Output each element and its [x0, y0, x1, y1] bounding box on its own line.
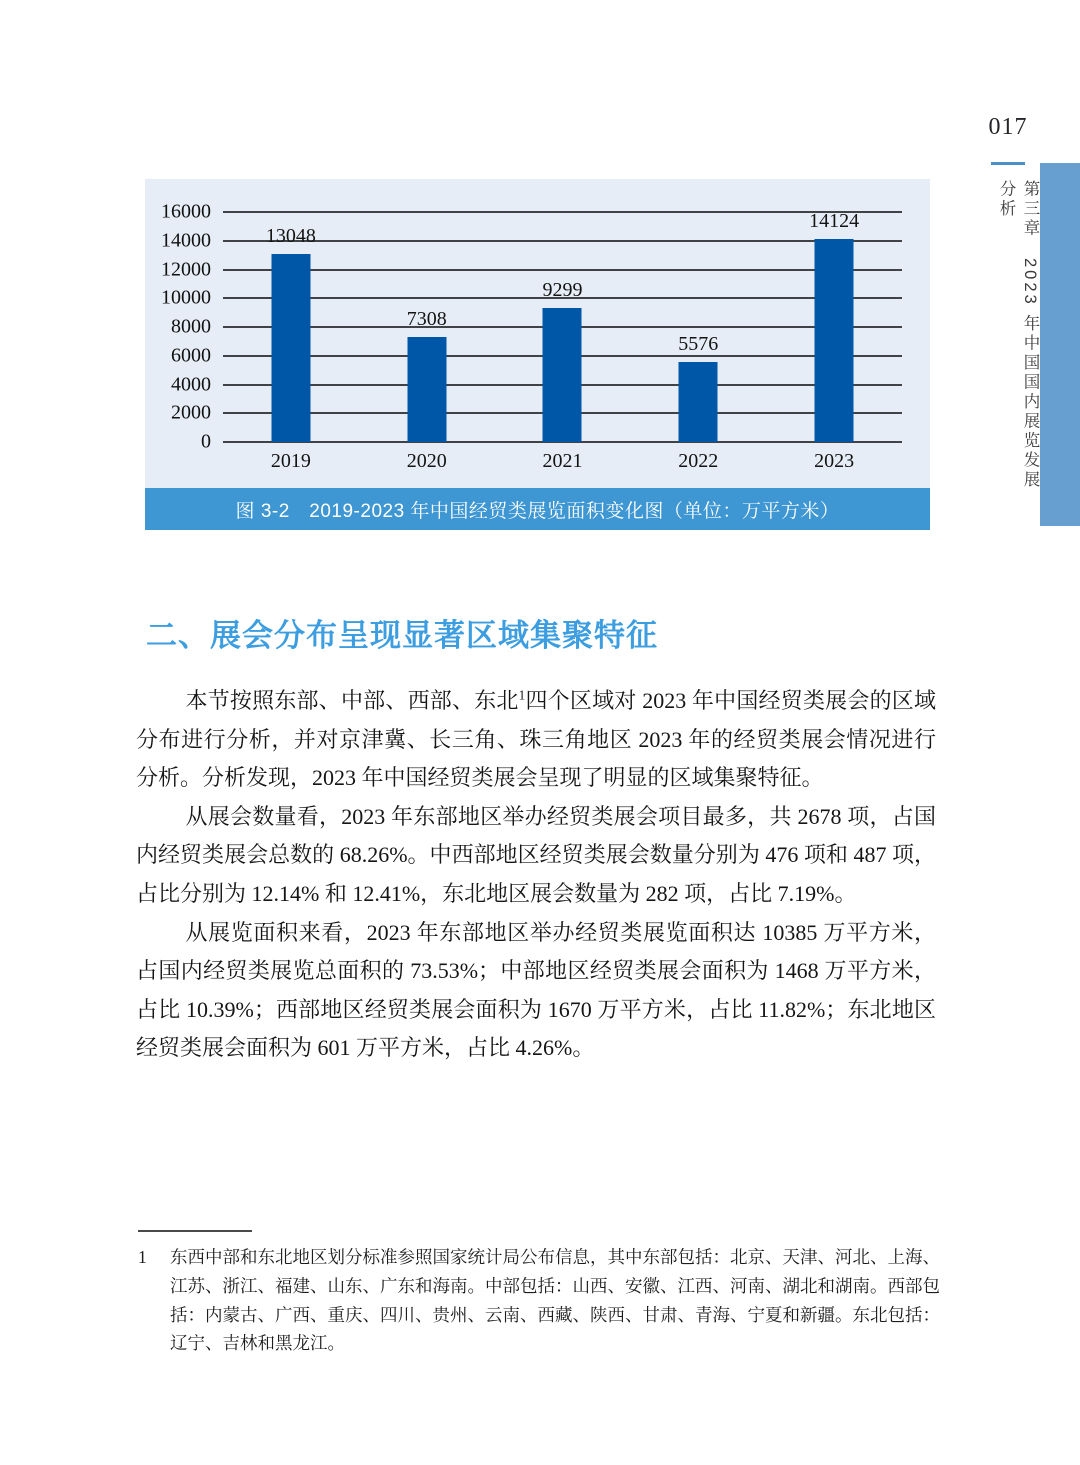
- y-axis-tick-label: 14000: [161, 229, 211, 252]
- bar-slot: [766, 209, 902, 442]
- x-axis-labels: [223, 450, 902, 473]
- y-axis-tick-label: 8000: [171, 315, 211, 338]
- x-axis-tick-label: 2019: [270, 450, 311, 472]
- paragraph-2: 从展会数量看，2023 年东部地区举办经贸类展会项目最多，共 2678 项，占国内经贸类展会总数的 68.26%。中西部地区经贸类展会数量分别为 476 项和 487 项，占比分别为 12.14% 和 12.41%，东北地区展会数量为 282 项，占比 7.19%。: [136, 803, 936, 906]
- y-axis-tick-label: 12000: [161, 258, 211, 280]
- chart-plot-area: [161, 200, 902, 453]
- bar-value-label: 7308: [406, 307, 447, 330]
- page-number: 017: [988, 114, 1028, 140]
- bar-slot: [495, 212, 631, 442]
- bar-2022: [678, 332, 719, 442]
- footnote-reference-mark: 1: [518, 687, 526, 703]
- bar-slot: [630, 212, 766, 442]
- paragraph-1-text: 本节按照东部、中部、西部、东北: [185, 688, 519, 713]
- footnote-rule: [138, 1230, 252, 1232]
- bar-value-label: 13048: [265, 225, 316, 248]
- body-text-block: [136, 682, 936, 1068]
- page-number-rule: [991, 162, 1025, 165]
- paragraph-1-text-continued: 四个区域对 2023 年中国经贸类展会的区域分布进行分析，并对京津冀、长三角、珠三角地区 2023 年的经贸类展会情况进行分析。分析发现，2023 年中国经贸类展会呈现了明显的区域集聚特征。: [136, 688, 936, 791]
- y-axis-tick-label: 16000: [161, 200, 211, 223]
- footnote-number: 1: [138, 1247, 147, 1267]
- section-heading: 二、展会分布呈现显著区域集聚特征: [146, 618, 658, 653]
- bar-2021: [542, 279, 583, 442]
- chapter-sidebar-bar: [1040, 163, 1080, 526]
- y-axis-tick-label: 10000: [161, 286, 211, 309]
- x-axis-tick-label: 2021: [542, 450, 583, 472]
- bar-2020: [406, 307, 447, 442]
- footnote: [138, 1243, 940, 1358]
- chapter-vertical-title: 第三章 2023 年中国国内展览发展分析: [997, 180, 1039, 490]
- bar-2023: [809, 209, 860, 442]
- y-axis-tick-label: 0: [201, 430, 211, 453]
- chart-panel: [145, 179, 930, 488]
- x-axis-tick-label: 2023: [814, 450, 855, 472]
- bar-chart-figure: [145, 179, 930, 530]
- y-axis-tick-label: 2000: [171, 401, 211, 424]
- paragraph-3: 从展览面积来看，2023 年东部地区举办经贸类展览面积达 10385 万平方米，占国内经贸类展览总面积的 73.53%；中部地区经贸类展会面积为 1468 万平方米，占比 10.39%；西部地区经贸类展会面积为 1670 万平方米，占比 11.82%；东北地区经贸类展会面积为 601 万平方米，占比 4.26%。: [136, 919, 936, 1061]
- bar-value-label: 9299: [542, 279, 583, 302]
- y-axis-tick-label: 4000: [171, 373, 211, 395]
- footnote-text: 东西中部和东北地区划分标准参照国家统计局公布信息，其中东部包括：北京、天津、河北、上海、江苏、浙江、福建、山东、广东和海南。中部包括：山西、安徽、江西、河南、湖北和湖南。西部包括：内蒙古、广西、重庆、四川、贵州、云南、西藏、陕西、甘肃、青海、宁夏和新疆。东北包括：辽宁、吉林和黑龙江。: [170, 1247, 940, 1354]
- bar-slot: [223, 212, 359, 442]
- x-axis-tick-label: 2020: [406, 450, 447, 472]
- bar-slot: [359, 212, 495, 442]
- bar-row: [223, 209, 902, 442]
- y-axis-tick-label: 6000: [171, 344, 211, 367]
- paragraph-1: [136, 682, 936, 798]
- x-axis-tick-label: 2022: [678, 450, 719, 472]
- chart-caption: 图 3-2 2019-2023 年中国经贸类展览面积变化图（单位：万平方米）: [145, 488, 930, 530]
- bar-value-label: 5576: [678, 332, 719, 355]
- bar-value-label: 14124: [809, 209, 860, 232]
- bar-2019: [265, 225, 316, 442]
